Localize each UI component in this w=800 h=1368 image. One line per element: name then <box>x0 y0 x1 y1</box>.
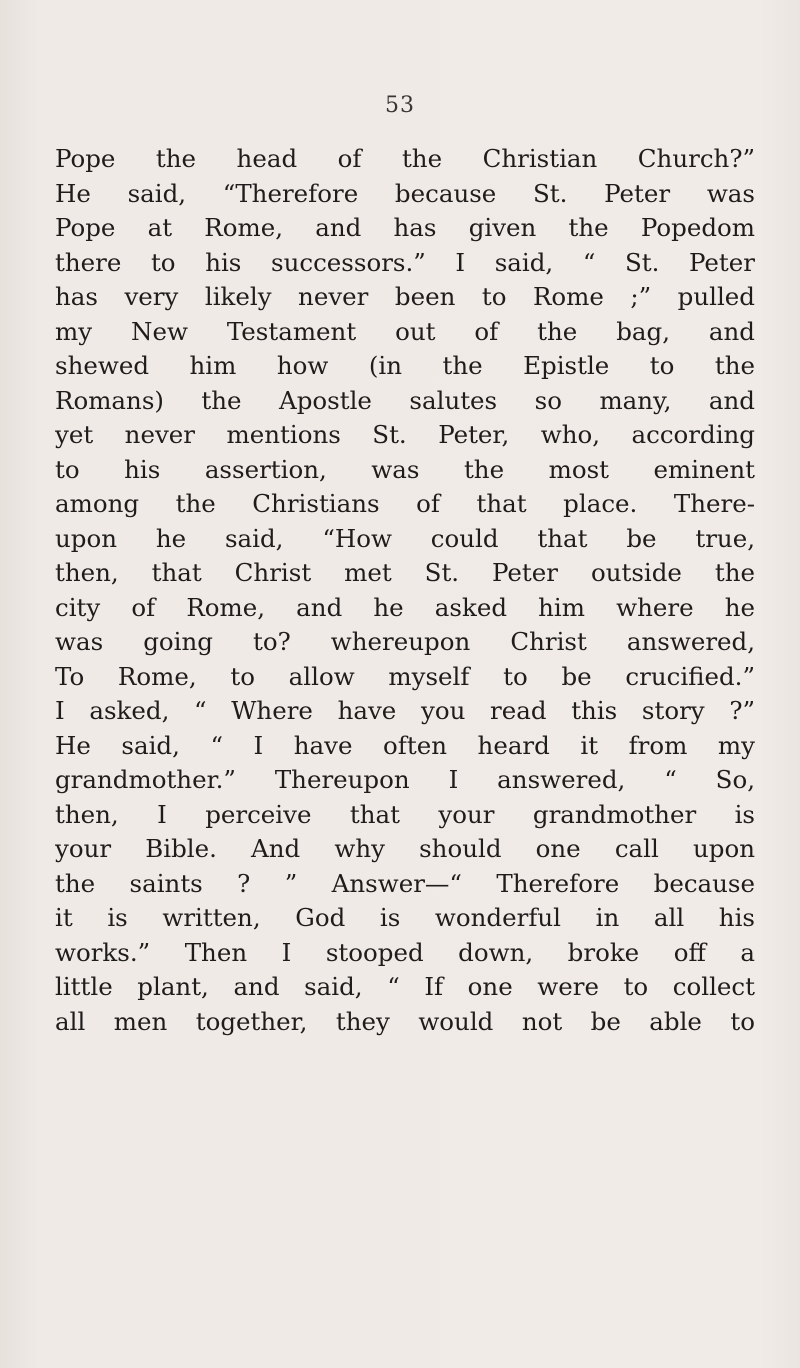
text-line: He said, “ I have often heard it from my <box>55 730 755 760</box>
text-line: there to his successors.” I said, “ St. Peter <box>55 247 755 277</box>
text-line: Pope the head of the Christian Church?” <box>55 144 755 173</box>
text-line: has very likely never been to Rome ;” pulled <box>55 282 755 311</box>
text-line: shewed him how (in the Epistle to the <box>55 351 755 380</box>
text-line: Romans) the Apostle salutes so many, and <box>55 385 755 415</box>
text-line: upon he said, “How could that be true, <box>55 523 755 553</box>
text-line: among the Christians of that place. There- <box>55 489 755 518</box>
text-line: my New Testament out of the bag, and <box>55 316 755 346</box>
text-line: little plant, and said, “ If one were to collect <box>55 972 755 1001</box>
text-line: works.” Then I stooped down, broke off a <box>55 937 755 967</box>
text-line: all men together, they would not be able to <box>55 1006 755 1036</box>
text-line: your Bible. And why should one call upon <box>55 834 755 863</box>
text-line: then, that Christ met St. Peter outside the <box>55 558 755 587</box>
text-line: city of Rome, and he asked him where he <box>55 592 755 622</box>
text-line: To Rome, to allow myself to be crucified.” <box>55 661 755 691</box>
page-number: 53 <box>385 93 415 118</box>
text-line: was going to? whereupon Christ answered, <box>55 627 755 656</box>
text-line: yet never mentions St. Peter, who, according <box>55 420 755 449</box>
text-line: Pope at Rome, and has given the Popedom <box>55 213 755 242</box>
text-line: it is written, God is wonderful in all his <box>55 903 755 932</box>
text-line: the saints ? ” Answer—“ Therefore because <box>55 868 755 898</box>
text-line: then, I perceive that your grandmother is <box>55 799 755 829</box>
text-line: to his assertion, was the most eminent <box>55 454 755 484</box>
text-line: He said, “Therefore because St. Peter was <box>55 178 755 208</box>
text-line: I asked, “ Where have you read this story ?” <box>55 696 755 725</box>
body-text <box>55 142 755 1039</box>
text-line: grandmother.” Thereupon I answered, “ So, <box>55 765 755 794</box>
